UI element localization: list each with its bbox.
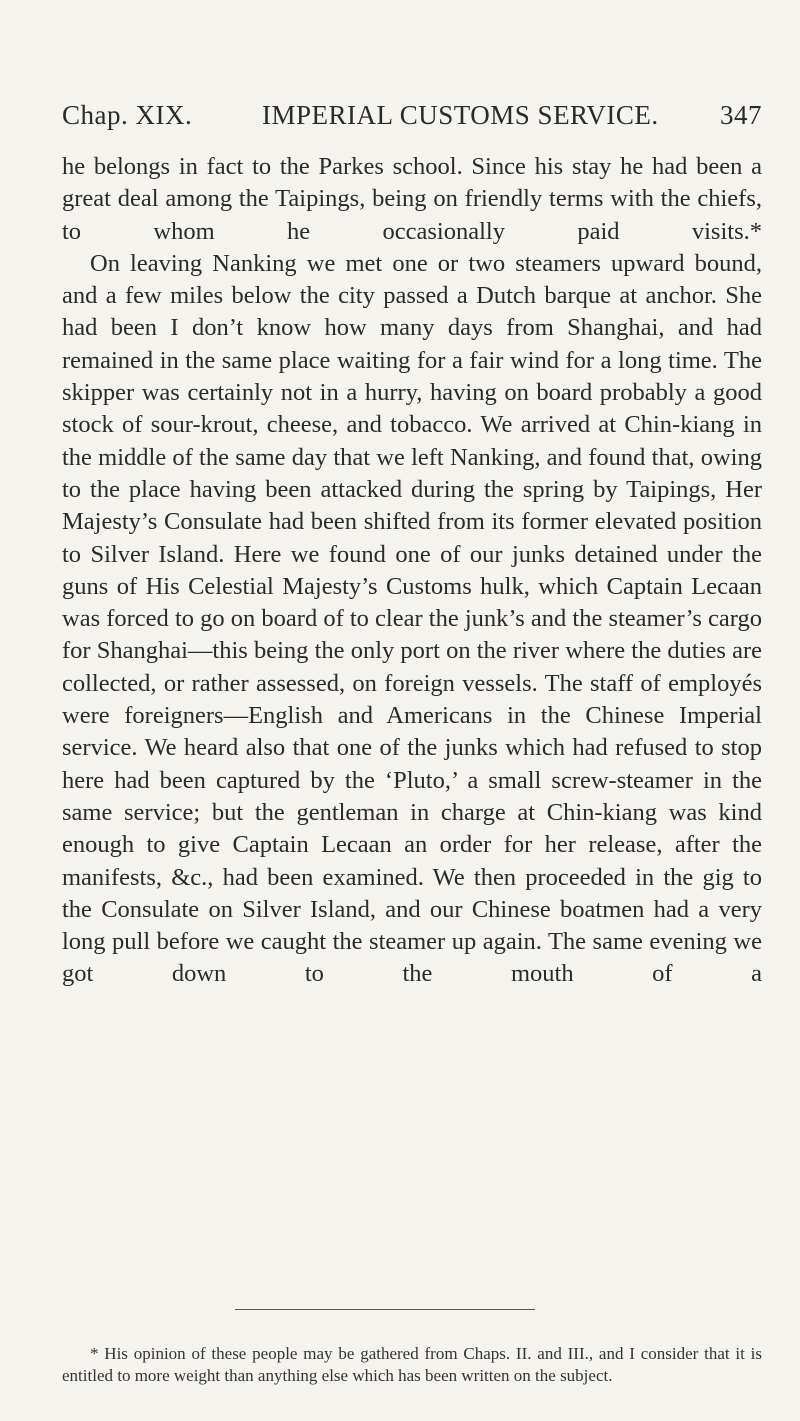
body-text <box>62 151 762 991</box>
running-head <box>62 100 762 140</box>
paragraph: On leaving Nanking we met one or two steamers upward bound, and a few miles below the city passed a Dutch barque at anchor. She had been I don’t know how many days from Shanghai, and had remained in the same place waiting for a fair wind for a long time. The skipper was certainly not in a hurry, having on board probably a good stock of sour-krout, cheese, and tobacco. We arrived at Chin-kiang in the middle of the same day that we left Nanking, and found that, owing to the place having been attacked during the spring by Taipings, Her Majesty’s Consulate had been shifted from its former elevated position to Silver Island. Here we found one of our junks detained under the guns of His Celestial Majesty’s Customs hulk, which Captain Lecaan was forced to go on board of to clear the junk’s and the steamer’s cargo for Shanghai—this being the only port on the river where the duties are collected, or rather assessed, on foreign vessels. The staff of employés were foreigners—English and Americans in the Chinese Imperial service. We heard also that one of the junks which had refused to stop here had been captured by the ‘Pluto,’ a small screw-steamer in the same service; but the gentleman in charge at Chin-kiang was kind enough to give Captain Lecaan an order for her release, after the manifests, &c., had been examined. We then proceeded in the gig to the Consulate on Silver Island, and our Chinese boatmen had a very long pull before we caught the steamer up again. The same evening we got down to the mouth of a <box>62 249 762 988</box>
footnote-divider <box>235 1309 535 1310</box>
page-number: 347 <box>720 100 762 130</box>
footnote: * His opinion of these people may be gathered from Chaps. II. and III., and I consider that it is entitled to more weight than anything else which has been written on the subject. <box>62 1344 762 1385</box>
paragraph-continued: he belongs in fact to the Parkes school. Since his stay he had been a great deal among the Taipings, being on friendly terms with the chiefs, to whom he occasionally paid visits.* <box>62 153 762 245</box>
chapter-label: Chap. XIX. <box>62 100 193 130</box>
running-title: IMPERIAL CUSTOMS SERVICE. <box>262 100 659 130</box>
